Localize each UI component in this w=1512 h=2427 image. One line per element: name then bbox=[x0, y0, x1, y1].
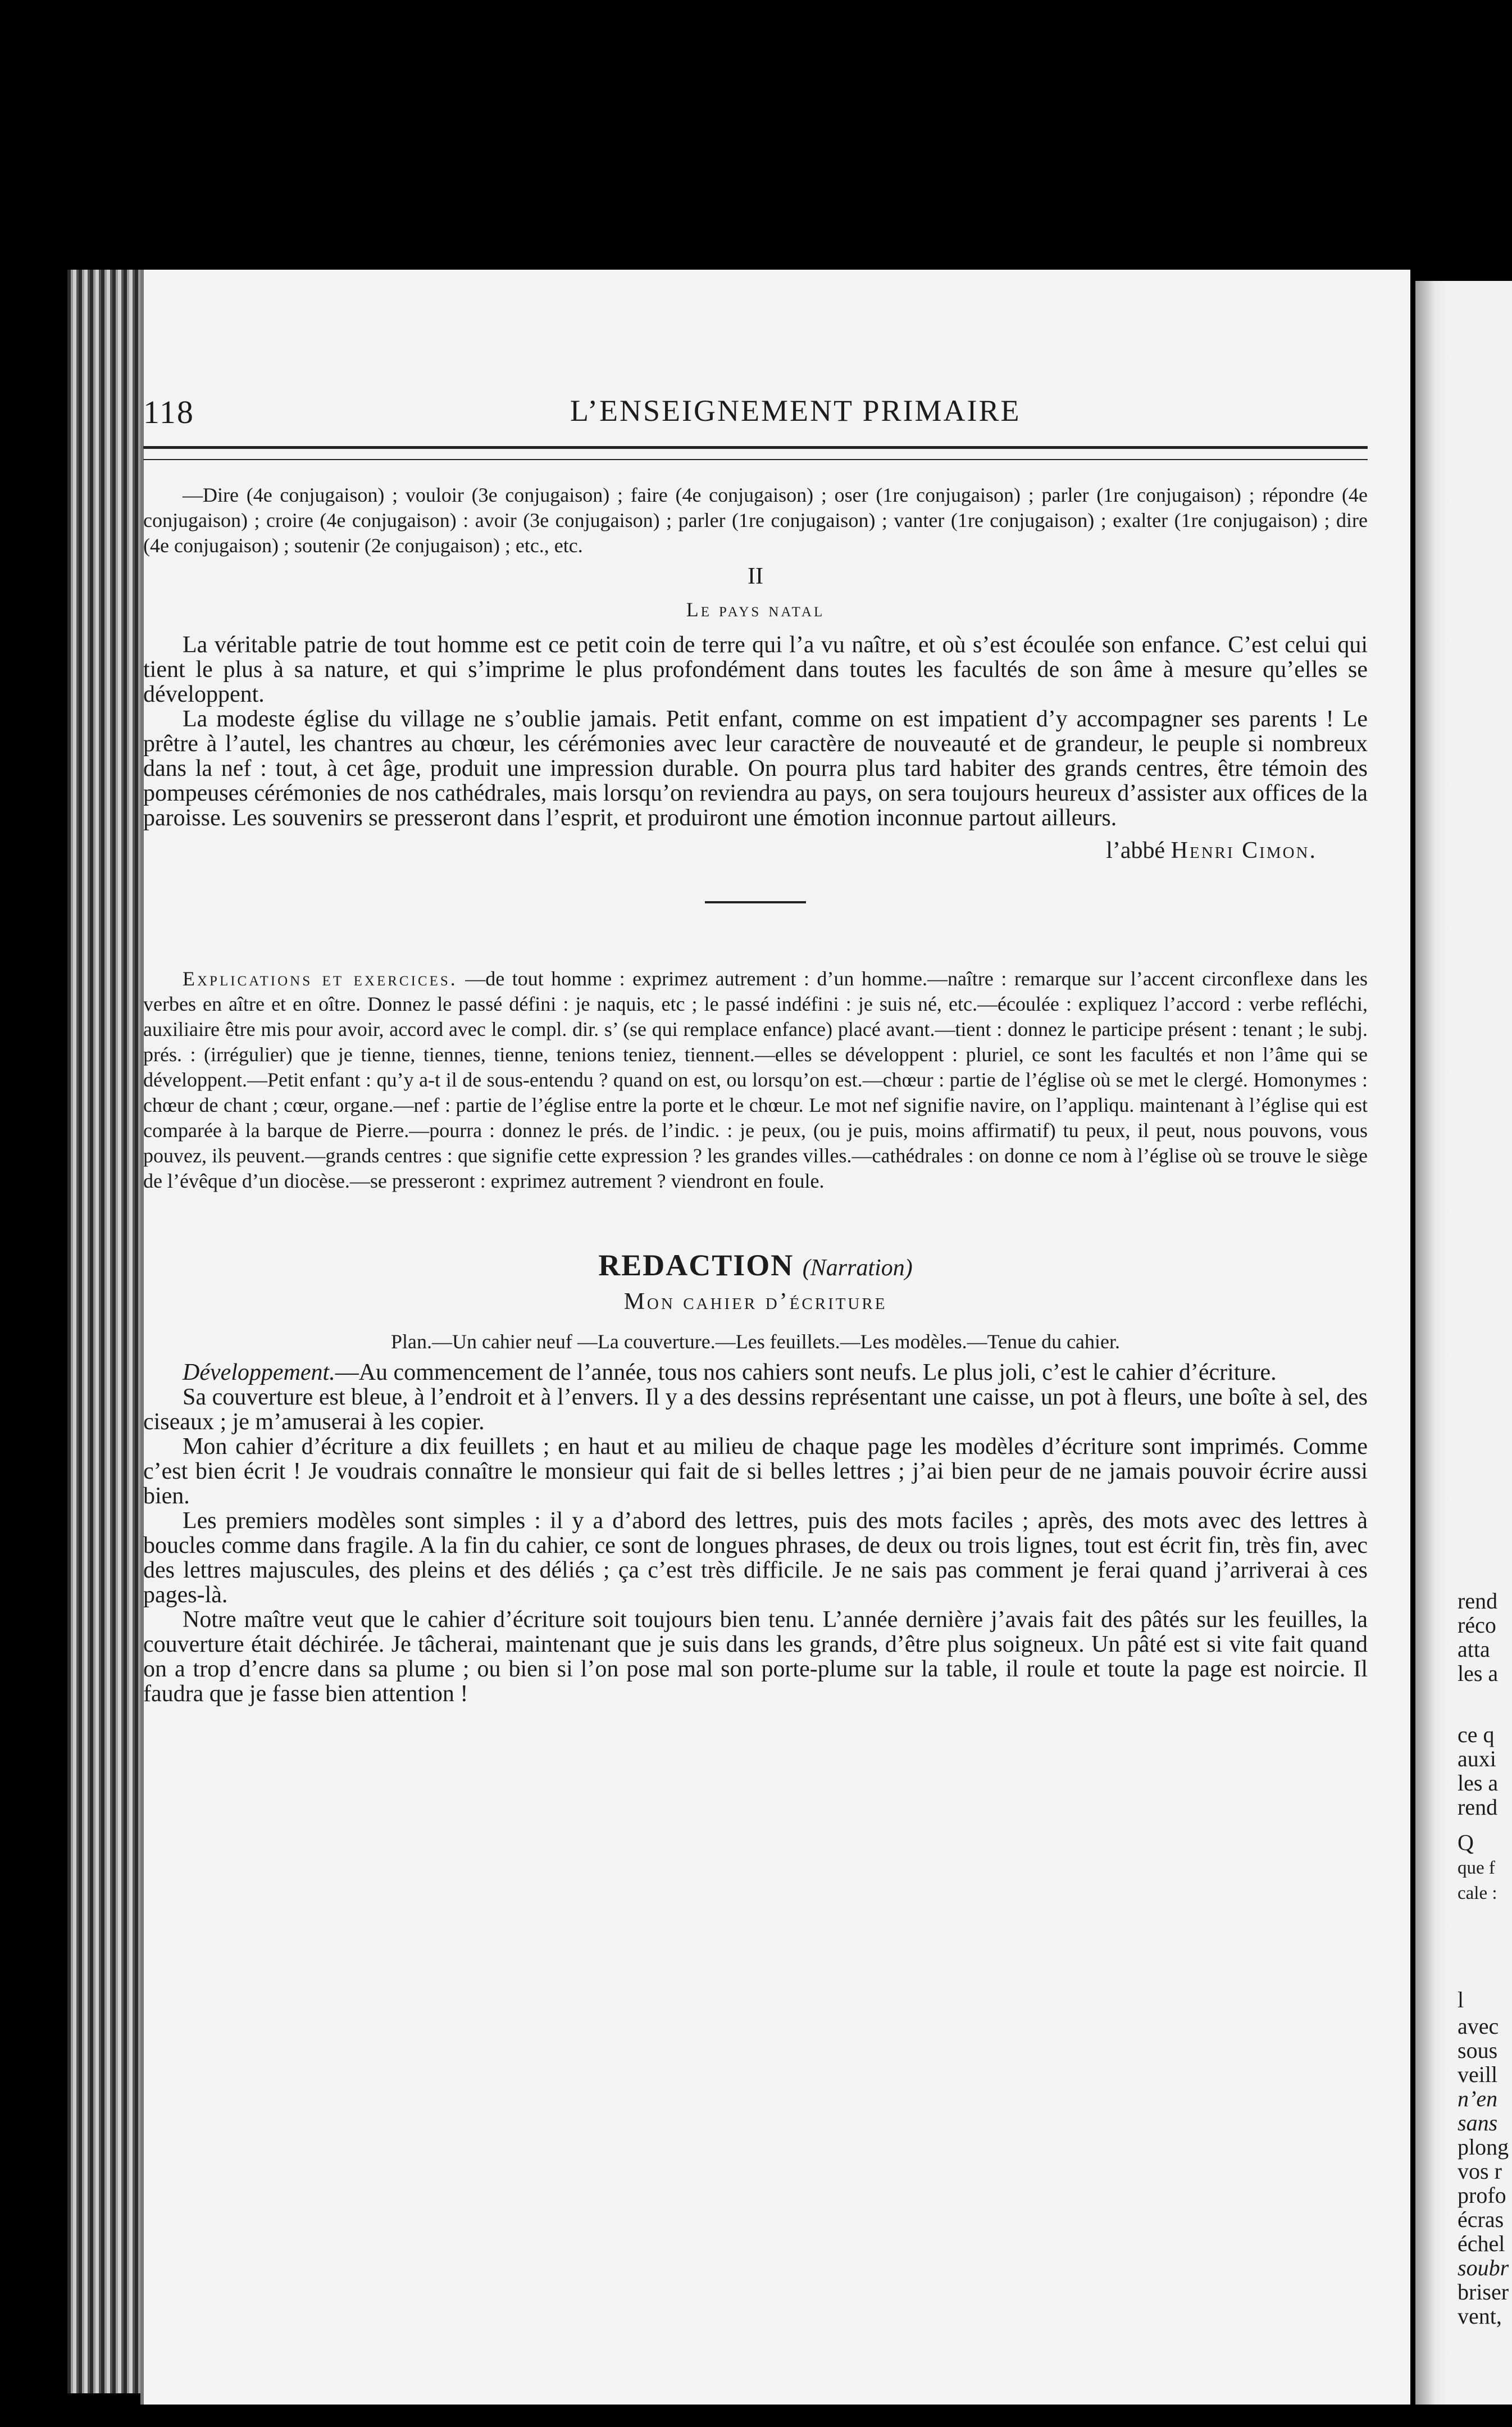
facing-fragment: vent, bbox=[1458, 2303, 1502, 2329]
redaction-paragraph: Notre maître veut que le cahier d’écriture soit toujours bien tenu. L’année dernière j’avais fait des pâtés sur les feuilles, la couverture était déchirée. Je tâcherai, maintenant que je suis dans les grands, d’être plus soigneux. Un pâté est si vite fait quand on a trop d’encre dans sa plume ; ou bien si l’on pose mal son porte-plume sur la table, il roule et toute la page est noircie. Il faudra que je fasse bien attention ! bbox=[143, 1607, 1368, 1707]
running-title: L’ENSEIGNEMENT PRIMAIRE bbox=[570, 394, 1021, 428]
redaction-topic: Mon cahier d’écriture bbox=[623, 1289, 887, 1315]
header-rule bbox=[143, 446, 1368, 460]
facing-fragment: avec bbox=[1458, 2014, 1499, 2039]
page-number: 118 bbox=[143, 394, 194, 430]
facing-fragment: échel bbox=[1458, 2231, 1505, 2256]
page-header bbox=[143, 393, 1368, 438]
facing-fragment: rend bbox=[1458, 1588, 1498, 1614]
development-text: —Au commencement de l’année, tous nos cahiers sont neufs. Le plus joli, c’est le cahier d’écriture. bbox=[335, 1360, 1277, 1385]
author-signature bbox=[143, 837, 1368, 864]
redaction-paragraph: Les premiers modèles sont simples : il y a d’abord des lettres, puis des mots faciles ; après, des mots avec des lettres à boucles comme dans fragile. A la fin du cahier, ce sont de longues phrases, de deux ou trois lignes, tout est écrit fin, très fin, avec des lettres majuscules, des pleins et des déliés ; ça c’est très difficile. Je ne sais pas comment je ferai quand j’arriverai à ces pages-là. bbox=[143, 1508, 1368, 1608]
facing-fragment: écras bbox=[1458, 2207, 1504, 2232]
redaction-paragraph: Sa couverture est bleue, à l’endroit et à l’envers. Il y a des dessins représentant une caisse, un pot à fleurs, une boîte à sel, des ciseaux ; je m’amuserai à les copier. bbox=[143, 1384, 1368, 1435]
redaction-heading bbox=[143, 1248, 1368, 1283]
facing-fragment: rend bbox=[1458, 1794, 1498, 1820]
facing-fragment: atta bbox=[1458, 1637, 1490, 1662]
section-numeral: II bbox=[748, 563, 763, 589]
facing-fragment: Q bbox=[1458, 1830, 1474, 1855]
facing-fragment: briser bbox=[1458, 2279, 1509, 2305]
reading-paragraph: La modeste église du village ne s’oublie jamais. Petit enfant, comme on est impatient d’y accompagner ses parents ! Le prêtre à l’autel, les chantres au chœur, les cérémonies avec leur caractère de nouveauté et de grandeur, le peuple si nombreux dans la nef : tout, à cet âge, produit une impression durable. On pourra plus tard habiter des grands centres, être témoin des pompeuses cérémonies de nos cathédrales, mais lorsqu’on reviendra au pays, on sera toujours heureux d’assister aux offices de la paroisse. Les souvenirs se presseront dans l’esprit, et produiront une émotion inconnue partout ailleurs. bbox=[143, 706, 1368, 831]
facing-fragment: vos r bbox=[1458, 2158, 1502, 2184]
facing-fragment: n’en bbox=[1458, 2086, 1498, 2111]
facing-fragment: soubr bbox=[1458, 2255, 1509, 2280]
facing-fragment: les a bbox=[1458, 1770, 1499, 1796]
facing-fragment: profo bbox=[1458, 2183, 1506, 2208]
facing-fragment: l bbox=[1458, 1987, 1464, 2012]
reading-paragraph: La véritable patrie de tout homme est ce petit coin de terre qui l’a vu naître, et où s’est écoulée son enfance. C’est celui qui tient le plus à sa nature, et qui s’imprime le plus profondément dans toutes les facultés de son âme à mesure qu’elles se développent. bbox=[143, 632, 1368, 707]
facing-fragment: sous bbox=[1458, 2038, 1498, 2063]
signature-prefix: l’abbé bbox=[1106, 838, 1165, 863]
signature-name: Henri Cimon. bbox=[1171, 838, 1317, 863]
page-content bbox=[143, 393, 1368, 1706]
facing-fragment: réco bbox=[1458, 1612, 1496, 1638]
redaction-subtitle: (Narration) bbox=[802, 1255, 913, 1281]
facing-page-edge bbox=[1415, 281, 1512, 2405]
facing-fragment: cale : bbox=[1458, 1883, 1497, 1903]
facing-fragment: plong bbox=[1458, 2134, 1509, 2160]
facing-fragment: sans bbox=[1458, 2110, 1498, 2135]
explications-text: —de tout homme : exprimez autrement : d’un homme.—naître : remarque sur l’accent circonflexe dans les verbes en aître et en oître. Donnez le passé défini : je naquis, etc ; le passé indéfini : je suis né, etc.—écoulée : expliquez l’accord : verbe refléchi, auxiliaire être mis pour avoir, accord avec le compl. dir. s’ (se qui remplace enfance) placé avant.—tient : donnez le participe présent : tenant ; le subj. prés. : (irrégulier) que je tienne, tiennes, tienne, tenions teniez, tiennent.—elles se développent : pluriel, ce sont les facultés et non l’âme qui se développent.—Petit enfant : qu’y a-t il de sous-entendu ? quand on est, ou lorsqu’on est.—chœur : partie de l’église où se met le clergé. Homonymes : chœur de chant ; cœur, organe.—nef : partie de l’église entre la porte et le chœur. Le mot nef signifie navire, on l’appliqu. maintenant à l’église qui est comparée à la barque de Pierre.—pourra : donnez le prés. de l’indic. : je peux, (ou je puis, moins affirmatif) tu peux, il peut, nous pouvons, vous pouvez, ils peuvent.—grands centres : que signifie cette expression ? les grandes villes.—cathédrales : on donne ce nom à l’église où se trouve le siège de l’évêque d’un diocèse.—se presseront : exprimez autrement ? viendront en foule. bbox=[143, 967, 1368, 1192]
explications-paragraph bbox=[143, 966, 1368, 1194]
section-divider bbox=[705, 901, 806, 903]
facing-fragment: veill bbox=[1458, 2062, 1498, 2087]
section-title: Le pays natal bbox=[686, 598, 825, 621]
conjugation-paragraph: —Dire (4e conjugaison) ; vouloir (3e conjugaison) ; faire (4e conjugaison) ; oser (1re conjugaison) ; parler (1re conjugaison) ; répondre (4e conjugaison) ; croire (4e conjugaison) : avoir (3e conjugaison) ; parler (1re conjugaison) ; vanter (1re conjugaison) ; exalter (1re conjugaison) ; dire (4e conjugaison) ; soutenir (2e conjugaison) ; etc., etc. bbox=[143, 484, 1368, 557]
facing-fragment: auxi bbox=[1458, 1746, 1496, 1771]
facing-fragment: ce q bbox=[1458, 1722, 1495, 1747]
redaction-paragraph: Mon cahier d’écriture a dix feuillets ; en haut et au milieu de chaque page les modèles d’écriture sont imprimés. Comme c’est bien écrit ! Je voudrais connaître le monsieur qui fait de si belles lettres ; j’ai bien peur de ne jamais pouvoir écrire aussi bien. bbox=[143, 1434, 1368, 1509]
redaction-title: REDACTION bbox=[598, 1248, 794, 1282]
facing-fragment: les a bbox=[1458, 1661, 1499, 1686]
facing-fragment: que f bbox=[1458, 1858, 1495, 1878]
redaction-plan: Plan.—Un cahier neuf —La couverture.—Les feuillets.—Les modèles.—Tenue du cahier. bbox=[390, 1330, 1121, 1353]
explications-label: Explications et exercices. bbox=[183, 967, 458, 990]
book-binding-edge bbox=[67, 270, 152, 2393]
development-label: Développement. bbox=[183, 1360, 335, 1385]
redaction-paragraph bbox=[143, 1360, 1368, 1385]
